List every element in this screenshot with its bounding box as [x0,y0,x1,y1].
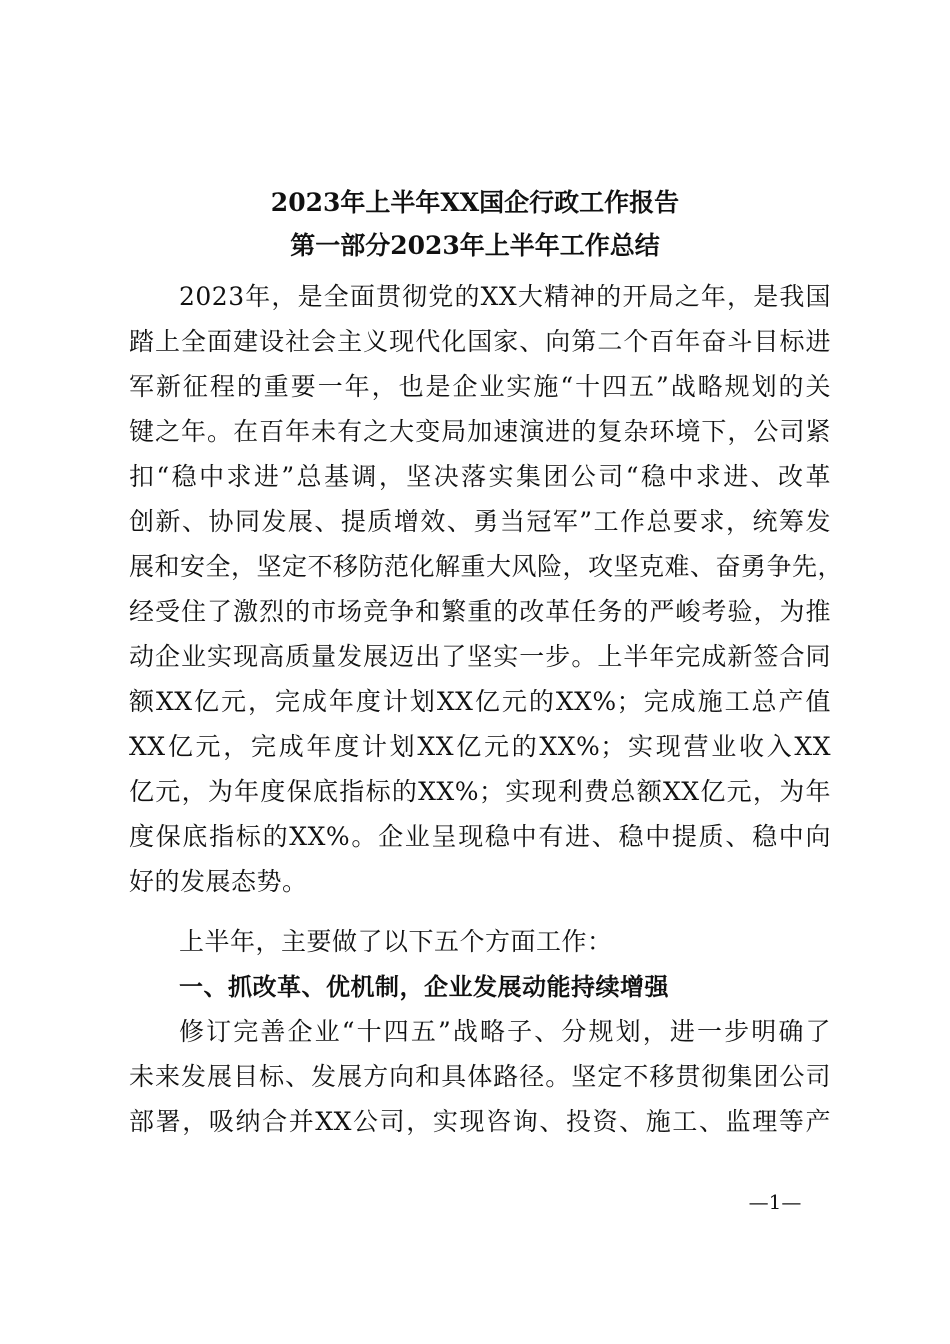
intro-paragraph-line: 2023年，是全面贯彻党的XX大精神的开局之年，是我国 [179,282,831,311]
intro-paragraph-line: 扣“稳中求进”总基调，坚决落实集团公司“稳中求进、改革 [129,462,831,491]
intro-paragraph-line: 创新、协同发展、提质增效、勇当冠军”工作总要求，统筹发 [129,507,831,536]
section-paragraph-line: 修订完善企业“十四五”战略子、分规划，进一步明确了 [179,1017,831,1046]
intro-paragraph-line: 经受住了激烈的市场竞争和繁重的改革任务的严峻考验，为推 [129,597,831,626]
intro-paragraph-line: 亿元，为年度保底指标的XX%；实现利费总额XX亿元，为年 [129,777,831,806]
intro-paragraph-line: 额XX亿元，完成年度计划XX亿元的XX%；完成施工总产值 [129,687,831,716]
intro-paragraph-line: 好的发展态势。 [129,867,308,896]
intro-paragraph-line: 军新征程的重要一年，也是企业实施“十四五”战略规划的关 [129,372,831,401]
intro-paragraph-line: 踏上全面建设社会主义现代化国家、向第二个百年奋斗目标进 [129,327,831,356]
section-heading: 一、抓改革、优机制，企业发展动能持续增强 [179,973,669,1001]
intro-paragraph-line: XX亿元，完成年度计划XX亿元的XX%；实现营业收入XX [129,732,831,761]
page-number: —1— [748,1190,802,1214]
intro-paragraph-line: 动企业实现高质量发展迈出了坚实一步。上半年完成新签合同 [129,642,831,671]
document-subtitle: 第一部分2023年上半年工作总结 [290,231,660,260]
section-paragraph-line: 未来发展目标、发展方向和具体路径。坚定不移贯彻集团公司 [129,1062,831,1091]
intro-paragraph-line: 展和安全，坚定不移防范化解重大风险，攻坚克难、奋勇争先， [129,552,844,581]
document-title: 2023年上半年XX国企行政工作报告 [270,188,680,217]
intro-paragraph-line: 键之年。在百年未有之大变局加速演进的复杂环境下，公司紧 [129,417,831,446]
intro-paragraph-line: 度保底指标的XX%。企业呈现稳中有进、稳中提质、稳中向 [129,822,831,851]
section-paragraph-line: 部署，吸纳合并XX公司，实现咨询、投资、施工、监理等产 [129,1107,831,1136]
summary-line: 上半年，主要做了以下五个方面工作： [179,927,613,956]
